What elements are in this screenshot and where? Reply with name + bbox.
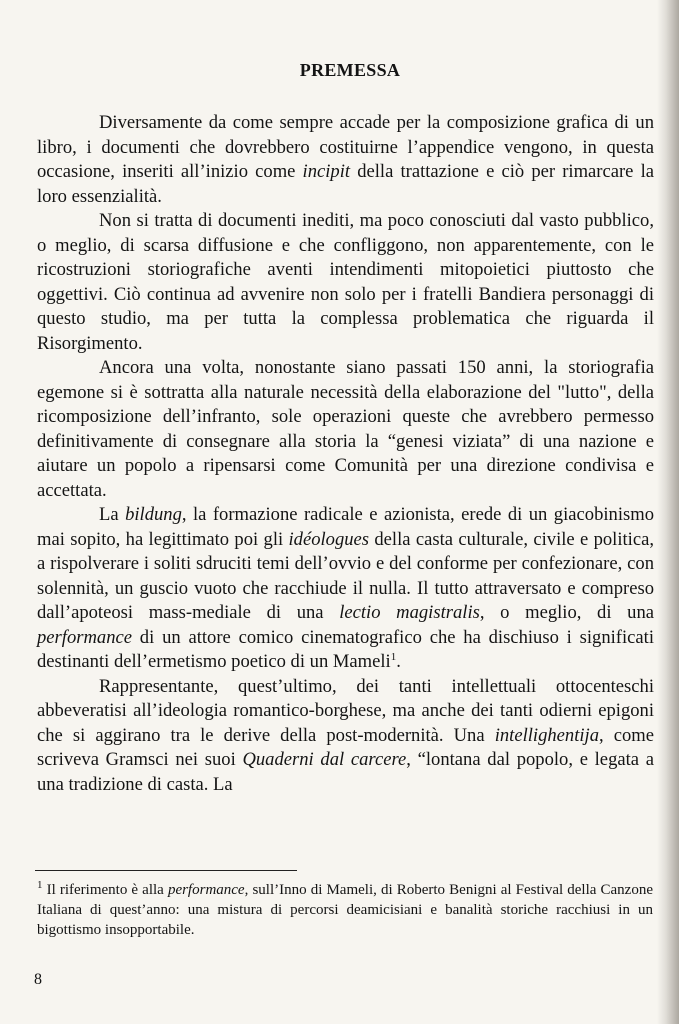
p5-italic-quaderni: Quaderni dal carcere	[242, 749, 407, 770]
page-title: PREMESSA	[299, 60, 401, 80]
p4-text-e: della casta culturale, civile e politica, a rispolverare i soliti sdruciti temi dell’ovvio e del conforme per confezionare, con solennità, un guscio vuoto che racchiude il nulla. Il tutto attraversato e compreso dall’apoteosi mass-mediale di una	[37, 528, 654, 623]
p5-text-a: Rappresentante, quest’ultimo, dei tanti intellettuali ottocenteschi abbeveratisi all’ideologia romantico-borghese, ma anche dei tanti odierni epigoni che si aggirano tra le derive della post-modernità. Una	[37, 675, 654, 746]
footnote-text-c: , sull’Inno di Mameli, di Roberto Benigni al Festival della Canzone Italiana di quest’anno: una mistura di percorsi deamicisiani e banalità storiche racchiusi in un bigottismo insopportabile.	[37, 882, 653, 938]
p5-text-e: , “lontana dal popolo, e legata a una tradizione di casta. La	[37, 749, 654, 795]
footnote	[37, 880, 653, 940]
paragraph-5	[37, 675, 654, 798]
paragraph-1	[37, 111, 654, 209]
paragraph-2: Non si tratta di documenti inediti, ma poco conosciuti dal vasto pubblico, o meglio, di scarsa diffusione e che confliggono, non apparentemente, con le ricostruzioni storiografiche aventi intendimenti mitopoietici piuttosto che oggettivi. Ciò continua ad avvenire non solo per i fratelli Bandiera personaggi di questo studio, ma per tutta la complessa problematica che riguarda il Risorgimento.	[37, 210, 654, 354]
p4-text-c: , la formazione radicale e azionista, erede di un giacobinismo mai sopito, ha legittimato poi gli	[37, 504, 654, 550]
p4-text-g: , o meglio, di una	[479, 602, 655, 623]
paragraph-3: Ancora una volta, nonostante siano passati 150 anni, la storiografia egemone si è sottratta alla naturale necessità della elaborazione del "lutto", della ricomposizione dell’infranto, sole operazioni queste che avrebbero permesso definitivamente di consegnare alla storia la “genesi viziata” di una nazione e aiutare un popolo a ripensarsi come Comunità per una direzione condivisa e accettata.	[37, 357, 654, 501]
page-edge-shadow	[657, 0, 679, 1024]
p4-text-a: La	[99, 504, 126, 525]
p4-italic-performance: performance	[37, 626, 133, 648]
p5-italic-intellighentija: intellighentija	[494, 724, 600, 746]
p5-text-c: , come scriveva Gramsci nei suoi	[37, 724, 654, 770]
footnote-marker: 1	[37, 879, 43, 891]
footnote-text-a: Il riferimento è alla	[42, 882, 168, 898]
p4-italic-ideologues: idéologues	[288, 528, 370, 550]
body-text	[37, 111, 654, 797]
page-number: 8	[34, 971, 42, 988]
footnote-divider	[35, 870, 297, 871]
footnote-italic-performance: performance	[167, 882, 245, 898]
p4-text-i: di un attore comico cinematografico che ha dischiuso i significati destinanti dell’ermetismo poetico di un Mameli	[37, 626, 654, 672]
p4-text-j: .	[396, 651, 401, 672]
p1-italic-incipit: incipit	[302, 161, 351, 182]
p4-italic-lectio: lectio magistralis	[339, 602, 480, 623]
p1-text-a: Diversamente da come sempre accade per la composizione grafica di un libro, i documenti che dovrebbero costituirne l’appendice vengono, in questa occasione, inseriti all’inizio come	[37, 112, 654, 182]
p4-italic-bildung: bildung	[125, 504, 182, 525]
paragraph-4	[37, 503, 654, 675]
p1-text-c: della trattazione e ciò per rimarcare la loro essenzialità.	[37, 161, 654, 207]
footnote-reference: 1	[390, 650, 397, 663]
